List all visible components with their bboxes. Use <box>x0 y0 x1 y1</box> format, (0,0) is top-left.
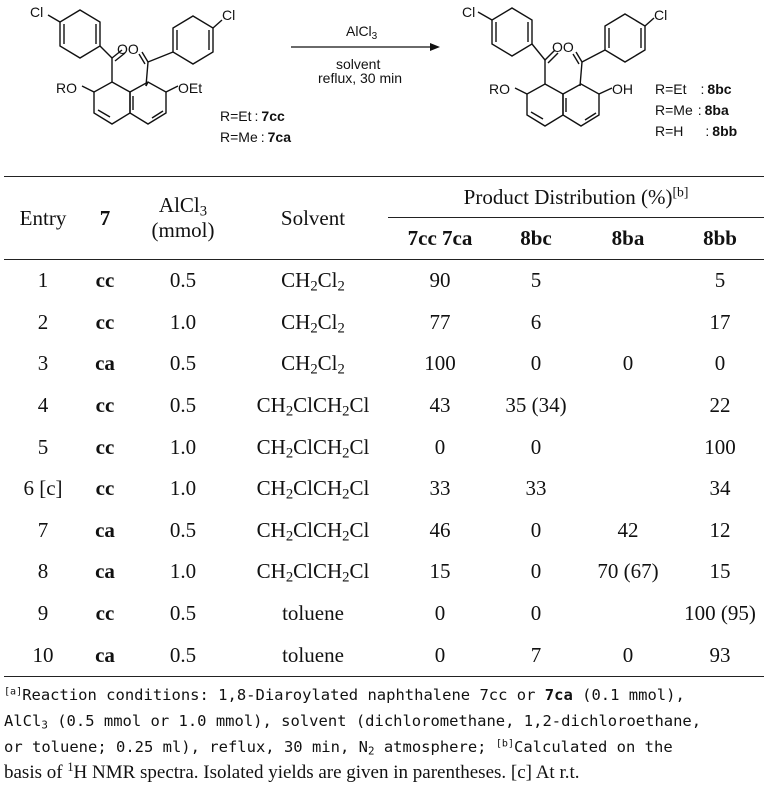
alcl3-cell: 0.5 <box>169 351 197 376</box>
solvent-cell: $CH_2Cl_2$ <box>281 309 345 337</box>
entry-cell: 6 [c] <box>23 476 63 501</box>
8bb-cell: 22 <box>709 393 731 418</box>
entry-cell: 10 <box>4 634 82 676</box>
entry-cell: 5 <box>37 434 49 459</box>
footnote-mark-b: [b] <box>672 184 689 199</box>
header-entry: Entry <box>4 177 82 260</box>
starting-material-cell: 0 <box>434 434 446 459</box>
8bc-cell: 0 <box>530 517 542 542</box>
header-distribution <box>388 177 764 218</box>
table-row <box>4 551 764 593</box>
8ba-cell <box>580 468 676 510</box>
cl-atom-3: Cl <box>462 4 476 20</box>
8bb-cell: 15 <box>709 559 731 584</box>
header-alcl3-unit: (mmol) <box>151 218 215 242</box>
starting-material-cell: 33 <box>429 476 451 501</box>
header-8ba: 8ba <box>580 218 676 260</box>
starting-material-cell: 15 <box>429 559 451 584</box>
8ba-cell <box>580 593 676 635</box>
solvent-cell: $CH_2Cl_2$ <box>281 351 345 379</box>
entry-cell: 3 <box>37 351 49 376</box>
table-row <box>4 426 764 468</box>
starting-material-cell: 90 <box>429 268 451 293</box>
compound-cell: cc <box>95 309 115 334</box>
8bb-cell: 93 <box>676 634 764 676</box>
solvent-cell: toluene <box>282 601 344 626</box>
starting-material-structure <box>48 10 222 124</box>
footnote-line-3: or toluene; 0.25 ml), reflux, 30 min, $N_2$ atmosphere; [b]Calculated on the <box>4 738 673 758</box>
table-row <box>4 260 764 302</box>
header-alcl3 <box>128 177 238 260</box>
8ba-cell: 0 <box>580 634 676 676</box>
footnote-line-4: basis of $^1$H NMR spectra. Isolated yields are given in parentheses. [c] At r.t. <box>4 760 580 783</box>
8bc-cell: 6 <box>530 309 542 334</box>
solvent-cell: $CH_2ClCH_2Cl$ <box>256 517 370 545</box>
solvent-cell: $CH_2ClCH_2Cl$ <box>256 476 370 503</box>
8bc-cell: 0 <box>530 434 542 459</box>
solvent-cell: $CH_2Cl_2$ <box>281 268 345 295</box>
8bb-cell: 100 (95) <box>684 601 756 626</box>
entry-cell: 8 <box>37 559 49 584</box>
header-8bc: 8bc <box>492 218 580 260</box>
8ba-cell <box>580 426 676 468</box>
compound-cell: ca <box>95 559 115 584</box>
left-label-7ca: R=Me : 7ca <box>220 129 291 145</box>
header-compound: 7 <box>82 177 128 260</box>
8ba-cell: 42 <box>617 517 639 542</box>
ro-group-left: RO <box>56 80 77 96</box>
8bc-cell: 0 <box>530 601 542 626</box>
carbonyl-oxygens-left: OO <box>117 41 139 57</box>
8bc-cell: 0 <box>530 559 542 584</box>
entry-cell: 9 <box>37 601 49 626</box>
compound-cell: ca <box>82 634 128 676</box>
8ba-cell <box>580 260 676 302</box>
footnote-line-2: AlCl$_3$ (0.5 mmol or 1.0 mmol), solvent (dichloromethane, 1,2-dichloroethane, <box>4 712 702 732</box>
starting-material-cell: 46 <box>429 517 451 542</box>
table-row <box>4 510 764 552</box>
8bb-cell: 17 <box>709 309 731 334</box>
oh-group: OH <box>612 81 633 97</box>
alcl3-cell: 0.5 <box>169 601 197 626</box>
table-row <box>4 468 764 510</box>
8ba-cell <box>580 385 676 427</box>
alcl3-cell: 0.5 <box>169 268 197 293</box>
8ba-cell <box>580 302 676 344</box>
header-distribution-label: Product Distribution (%) <box>463 184 673 209</box>
solvent-cell: $CH_2ClCH_2Cl$ <box>256 434 370 462</box>
alcl3-cell: 0.5 <box>128 634 238 676</box>
compound-cell: ca <box>95 517 115 542</box>
table-row <box>4 343 764 385</box>
8bc-cell: 33 <box>525 476 547 501</box>
condition-solvent: solvent <box>336 56 381 72</box>
product-structure <box>478 8 654 126</box>
reagent-label: AlCl$_3$ <box>346 23 378 42</box>
compound-cell: cc <box>95 434 115 459</box>
entry-cell: 7 <box>37 517 49 542</box>
left-label-7cc: R=Et : 7cc <box>220 108 285 124</box>
cl-atom-4: Cl <box>654 7 668 23</box>
header-solvent: Solvent <box>238 177 388 260</box>
8ba-cell: 0 <box>622 351 634 376</box>
solvent-cell: $CH_2ClCH_2Cl$ <box>256 559 370 587</box>
8bb-cell: 0 <box>714 351 726 376</box>
header-8bb: 8bb <box>676 218 764 260</box>
alcl3-cell: 1.0 <box>169 309 197 334</box>
footnote-line-1: [a]Reaction conditions: 1,8-Diaroylated naphthalene 7cc or 7ca (0.1 mmol), <box>4 686 685 704</box>
oet-group: OEt <box>178 80 203 96</box>
table-footnote <box>4 682 764 786</box>
table-row <box>4 593 764 635</box>
8bb-cell: 100 <box>704 434 736 459</box>
8bb-cell: 5 <box>714 268 726 293</box>
8bb-cell: 12 <box>709 517 731 542</box>
alcl3-cell: 1.0 <box>169 559 197 584</box>
starting-material-cell: 77 <box>429 309 451 334</box>
starting-material-cell: 0 <box>388 634 492 676</box>
entry-cell: 4 <box>37 393 49 418</box>
table-body <box>4 260 764 677</box>
solvent-cell: toluene <box>238 634 388 676</box>
right-label-8ba: R=Me : 8ba <box>655 102 729 118</box>
entry-cell: 1 <box>37 268 49 293</box>
solvent-cell: $CH_2ClCH_2Cl$ <box>256 393 370 420</box>
header-alcl3-sub: 3 <box>199 203 208 220</box>
starting-material-cell: 43 <box>429 393 451 418</box>
starting-material-cell: 0 <box>434 601 446 626</box>
8bc-cell: 0 <box>530 351 542 376</box>
header-starting-material: 7cc 7ca <box>388 218 492 260</box>
8bc-cell: 35 (34) <box>505 393 567 418</box>
carbonyl-oxygens-right: OO <box>552 39 574 55</box>
compound-cell: cc <box>95 476 115 501</box>
right-label-8bb: R=H : 8bb <box>655 123 738 139</box>
reaction-scheme <box>0 0 767 170</box>
alcl3-cell: 1.0 <box>169 476 197 501</box>
compound-cell: cc <box>95 393 115 418</box>
alcl3-cell: 1.0 <box>169 434 197 459</box>
cl-atom-1: Cl <box>30 4 44 20</box>
8bc-cell: 5 <box>530 268 542 293</box>
cl-atom-2: Cl <box>222 7 236 23</box>
table-row <box>4 302 764 344</box>
table-row <box>4 385 764 427</box>
results-table-wrapper <box>4 176 764 677</box>
header-alcl3-base: AlCl <box>158 193 200 217</box>
starting-material-cell: 100 <box>424 351 456 376</box>
alcl3-cell: 0.5 <box>169 517 197 542</box>
condition-reflux: reflux, 30 min <box>318 70 403 86</box>
alcl3-cell: 0.5 <box>169 393 197 418</box>
entry-cell: 2 <box>37 309 49 334</box>
8ba-cell: 70 (67) <box>597 559 659 584</box>
compound-cell: cc <box>95 268 115 293</box>
header-row-1 <box>4 177 764 218</box>
compound-cell: ca <box>95 351 115 376</box>
table-row <box>4 634 764 676</box>
right-label-8bc: R=Et : 8bc <box>655 81 732 97</box>
ro-group-right: RO <box>489 81 510 97</box>
compound-cell: cc <box>95 601 115 626</box>
results-table <box>4 176 764 677</box>
8bc-cell: 7 <box>492 634 580 676</box>
8bb-cell: 34 <box>709 476 731 501</box>
